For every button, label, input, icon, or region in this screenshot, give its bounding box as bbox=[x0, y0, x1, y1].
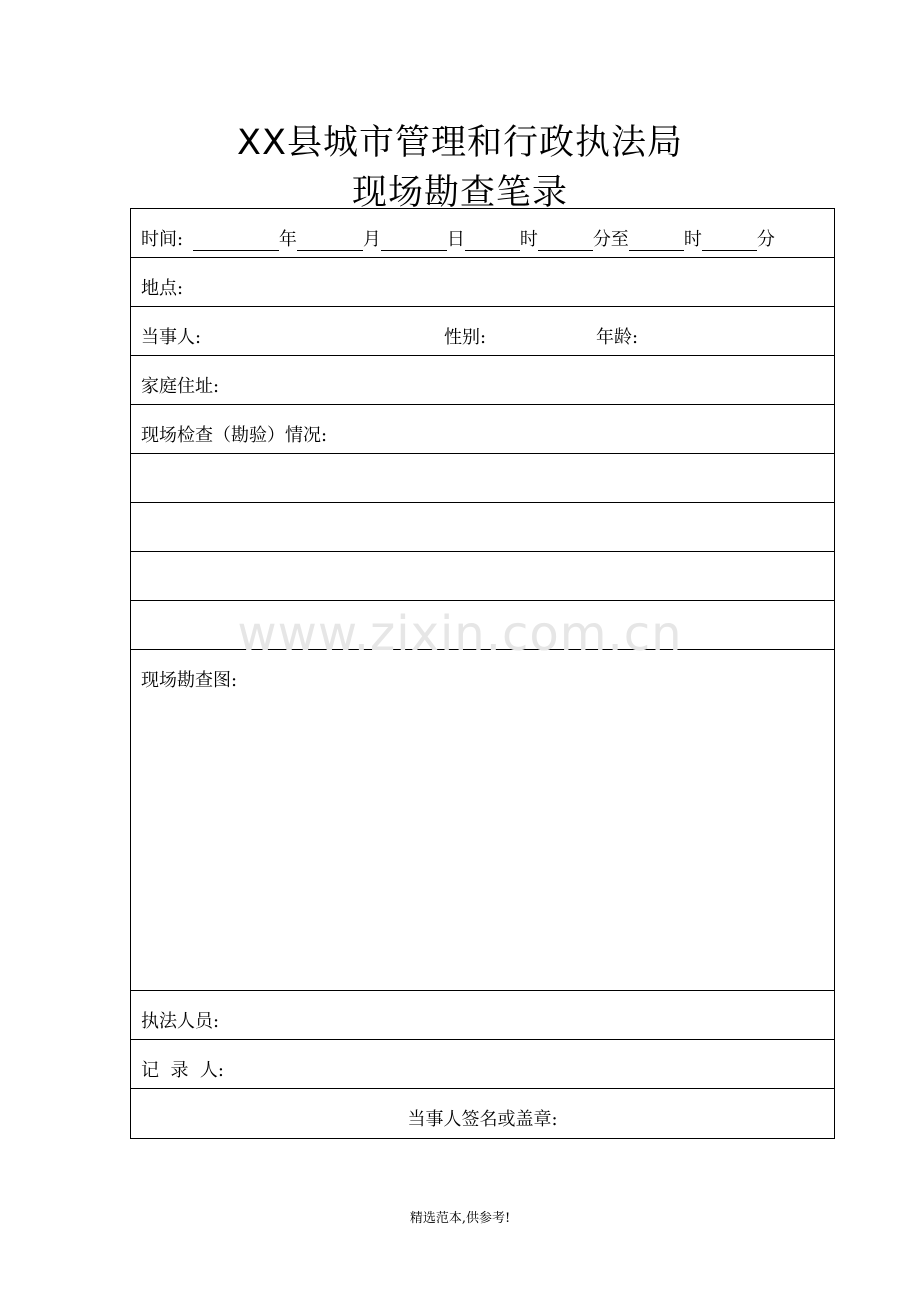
age-label: 年龄: bbox=[596, 327, 639, 348]
time-label: 时间: bbox=[141, 229, 184, 250]
record-form bbox=[130, 208, 835, 1139]
hour-blank[interactable] bbox=[465, 232, 520, 251]
month-blank[interactable] bbox=[297, 232, 363, 251]
signature-row[interactable] bbox=[131, 1089, 834, 1138]
recorder-label: 记 录 人: bbox=[141, 1060, 224, 1081]
location-row[interactable] bbox=[131, 258, 834, 307]
hour-label: 时 bbox=[519, 229, 538, 250]
party-row[interactable] bbox=[131, 307, 834, 356]
officers-label: 执法人员: bbox=[141, 1011, 220, 1032]
inspection-line-2[interactable] bbox=[131, 503, 834, 552]
signature-label: 当事人签名或盖章: bbox=[407, 1109, 558, 1130]
document-subtitle: 现场勘查笔录 bbox=[351, 173, 568, 213]
footer-note: 精选范本,供参考! bbox=[409, 1211, 511, 1226]
inspection-line-4[interactable] bbox=[131, 601, 834, 650]
sketch-label: 现场勘查图: bbox=[141, 670, 238, 691]
end-minute-blank[interactable] bbox=[702, 232, 757, 251]
month-label: 月 bbox=[362, 229, 381, 250]
address-row[interactable] bbox=[131, 356, 834, 405]
party-label: 当事人: bbox=[141, 327, 202, 348]
inspection-line-3[interactable] bbox=[131, 552, 834, 601]
officers-row[interactable] bbox=[131, 991, 834, 1040]
year-blank[interactable] bbox=[193, 232, 279, 251]
time-field bbox=[141, 225, 775, 251]
recorder-row[interactable] bbox=[131, 1040, 834, 1089]
end-hour-label: 时 bbox=[683, 229, 702, 250]
inspection-label: 现场检查（勘验）情况: bbox=[141, 425, 328, 446]
minute-to-label: 分至 bbox=[592, 229, 629, 250]
gender-label: 性别: bbox=[444, 327, 487, 348]
location-label: 地点: bbox=[141, 278, 184, 299]
minute-blank[interactable] bbox=[538, 232, 593, 251]
day-label: 日 bbox=[446, 229, 465, 250]
watermark: www.zixin.com.cn bbox=[237, 606, 683, 662]
inspection-line-1[interactable] bbox=[131, 454, 834, 503]
end-hour-blank[interactable] bbox=[629, 232, 684, 251]
end-minute-label: 分 bbox=[756, 229, 775, 250]
sketch-area[interactable] bbox=[131, 650, 834, 991]
time-row bbox=[131, 209, 834, 258]
day-blank[interactable] bbox=[381, 232, 447, 251]
year-label: 年 bbox=[278, 229, 297, 250]
inspection-row[interactable] bbox=[131, 405, 834, 454]
document-title: XX县城市管理和行政执法局 bbox=[237, 123, 683, 163]
address-label: 家庭住址: bbox=[141, 376, 220, 397]
